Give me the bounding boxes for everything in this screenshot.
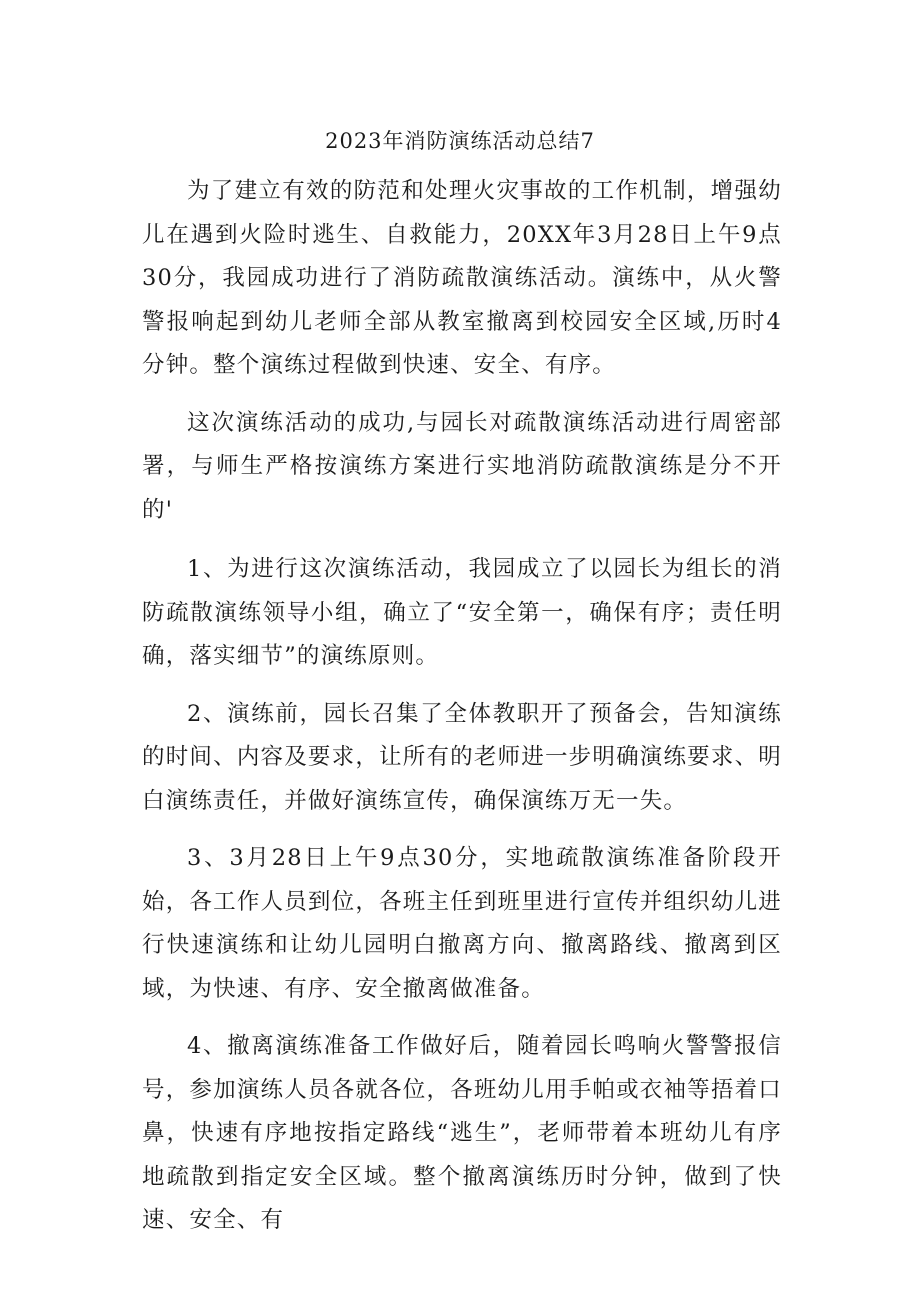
- paragraph-success-reason: 这次演练活动的成功,与园长对疏散演练活动进行周密部署，与师生严格按演练方案进行实地消防疏散演练是分不开的': [142, 409, 782, 523]
- paragraph-item-1: 1、为进行这次演练活动，我园成立了以园长为组长的消防疏散演练领导小组，确立了“安全第一，确保有序；责任明确，落实细节”的演练原则。: [142, 556, 782, 669]
- paragraph-item-4: 4、撤离演练准备工作做好后，随着园长鸣响火警警报信号，参加演练人员各就各位，各班幼儿用手帕或衣袖等捂着口鼻，快速有序地按指定路线“逃生”，老师带着本班幼儿有序地疏散到指定安全区域。整个撤离演练历时分钟，做到了快速、安全、有: [142, 1033, 782, 1233]
- document-body: [142, 170, 782, 1257]
- paragraph-intro: 为了建立有效的防范和处理火灾事故的工作机制，增强幼儿在遇到火险时逃生、自救能力，20XX年3月28日上午9点30分，我园成功进行了消防疏散演练活动。演练中，从火警警报响起到幼儿老师全部从教室撤离到校园安全区域,历时4分钟。整个演练过程做到快速、安全、有序。: [142, 178, 782, 378]
- document-title: 2023年消防演练活动总结7: [325, 129, 595, 153]
- paragraph-item-2: 2、演练前，园长召集了全体教职开了预备会，告知演练的时间、内容及要求，让所有的老师进一步明确演练要求、明白演练责任，并做好演练宣传，确保演练万无一失。: [142, 700, 782, 814]
- paragraph-item-3: 3、3月28日上午9点30分，实地疏散演练准备阶段开始，各工作人员到位，各班主任到班里进行宣传并组织幼儿进行快速演练和让幼儿园明白撤离方向、撤离路线、撤离到区域，为快速、有序、安全撤离做准备。: [142, 845, 782, 1002]
